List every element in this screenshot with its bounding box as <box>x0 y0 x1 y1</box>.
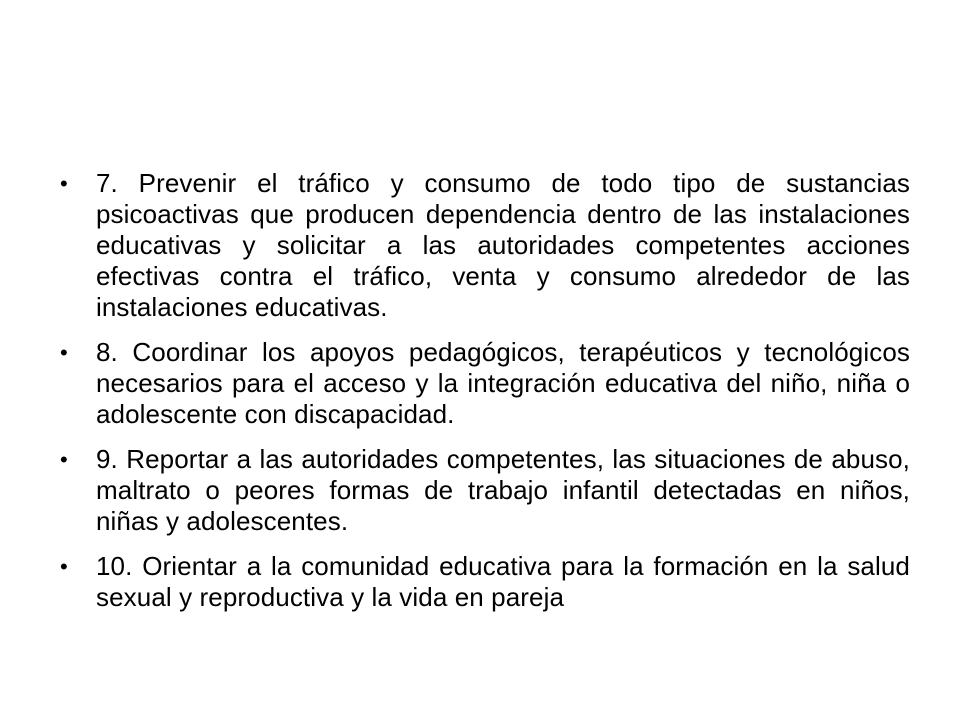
list-item <box>60 168 910 323</box>
list-item-text: 7. Prevenir el tráfico y consumo de todo tipo de sustancias psicoactivas que producen dependencia dentro de las instalaciones educativas y solicitar a las autoridades competentes acciones efectivas contra el tráfico, venta y consumo alrededor de las instalaciones educativas. <box>96 168 910 322</box>
bullet-icon: • <box>60 554 68 579</box>
list-item <box>60 551 910 613</box>
list-item <box>60 337 910 430</box>
list-item-text: 10. Orientar a la comunidad educativa para la formación en la salud sexual y reproductiva y la vida en pareja <box>96 551 910 612</box>
bullet-list <box>60 168 910 613</box>
list-item-text: 9. Reportar a las autoridades competentes, las situaciones de abuso, maltrato o peores formas de trabajo infantil detectadas en niños, niñas y adolescentes. <box>96 444 910 536</box>
bullet-icon: • <box>60 171 68 196</box>
bullet-icon: • <box>60 340 68 365</box>
list-item <box>60 444 910 537</box>
bullet-icon: • <box>60 447 68 472</box>
list-item-text: 8. Coordinar los apoyos pedagógicos, terapéuticos y tecnológicos necesarios para el acceso y la integración educativa del niño, niña o adolescente con discapacidad. <box>96 337 910 429</box>
